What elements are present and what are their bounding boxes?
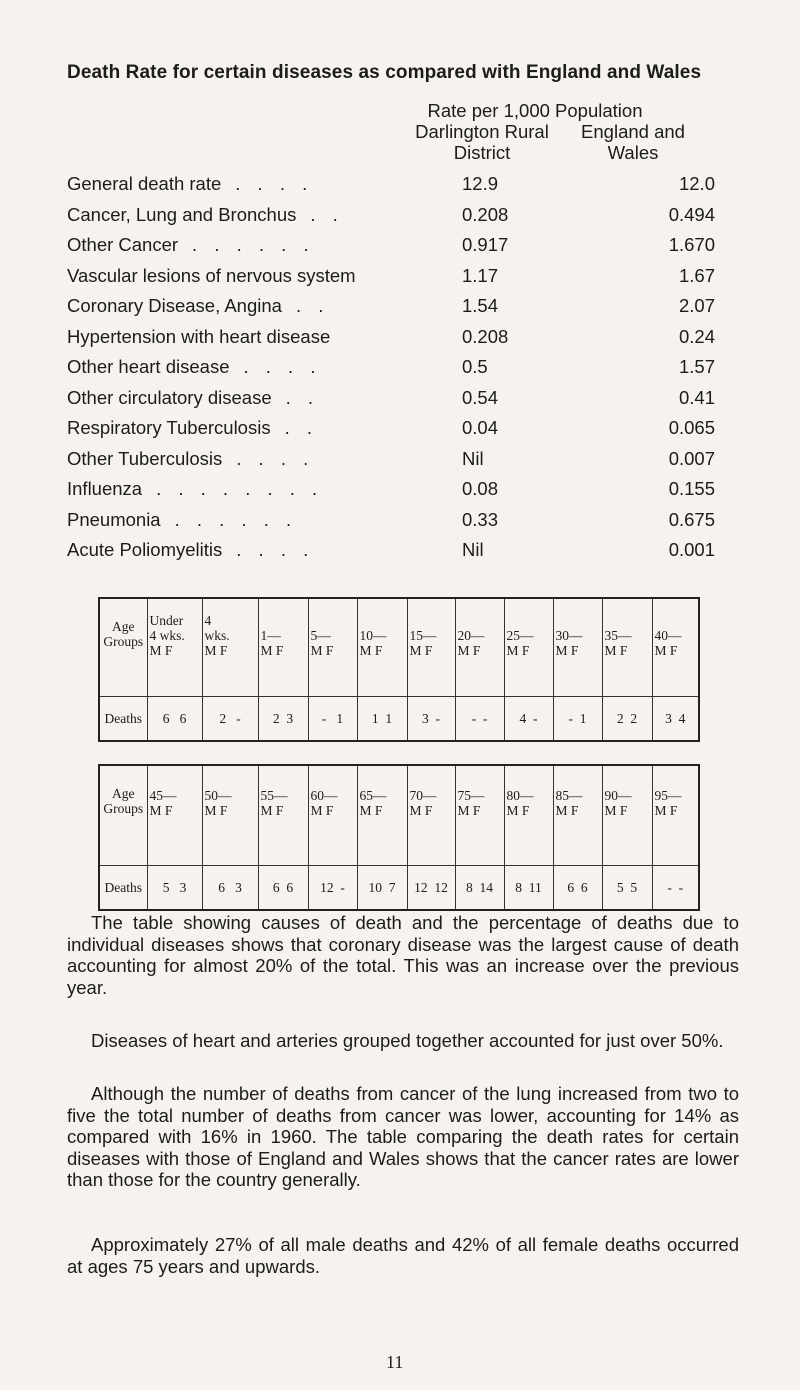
paragraph-2 [67, 1030, 739, 1052]
district-rate: 1.54 [462, 295, 499, 316]
rate-row [67, 539, 747, 570]
district-rate: Nil [462, 447, 484, 469]
age-deaths-table-1 [98, 597, 700, 742]
age-group-header [202, 598, 258, 697]
age-group-header [602, 598, 652, 697]
rate-row [67, 509, 747, 540]
disease-label [67, 539, 314, 561]
disease-label [67, 265, 370, 287]
age-group-header-line: 15— [409, 628, 437, 643]
deaths-cell: 5 3 [147, 866, 202, 911]
leader-dots: . . . . [243, 356, 322, 377]
age-label: Age [112, 619, 135, 634]
england-rate: 0.675 [668, 508, 715, 530]
age-group-header-line: M F [604, 643, 628, 658]
district-rate: 0.33 [462, 508, 499, 530]
age-group-header [258, 765, 308, 866]
age-group-header-line: M F [506, 803, 530, 818]
age-group-header-line: 1— [260, 628, 281, 643]
age-group-header [308, 765, 357, 866]
age-group-header-line: M F [555, 643, 579, 658]
rate-header: Rate per 1,000 Population [427, 100, 643, 121]
paragraph-1 [67, 912, 739, 998]
disease-label [67, 295, 329, 317]
rate-row [67, 326, 747, 357]
england-rate: 2.07 [678, 295, 715, 316]
age-groups-row [99, 598, 699, 697]
age-group-header-line: 65— [359, 788, 387, 803]
age-group-header [455, 765, 504, 866]
page-title: Death Rate for certain diseases as compared with England and Wales [67, 62, 702, 83]
district-rate: 0.917 [462, 234, 509, 255]
district-rate: 0.208 [462, 325, 509, 347]
deaths-cell: 12 12 [407, 866, 455, 911]
age-groups-label [99, 765, 147, 866]
col-district-header-1: Darlington Rural [415, 121, 549, 142]
disease-name: Other Cancer [67, 234, 179, 255]
age-group-header-line: 40— [654, 628, 682, 643]
district-rate: 0.208 [462, 203, 509, 225]
england-rate: 0.155 [668, 478, 715, 499]
age-group-header-line: 30— [555, 628, 583, 643]
district-rate: Nil [462, 539, 484, 560]
age-groups-row [99, 765, 699, 866]
age-group-header [202, 765, 258, 866]
age-group-header-line: M F [409, 643, 433, 658]
age-group-header-line: M F [310, 643, 334, 658]
age-group-header-line: M F [555, 803, 579, 818]
age-group-header-line: 75— [457, 788, 485, 803]
deaths-cell: - 1 [553, 697, 602, 742]
disease-label [67, 478, 323, 500]
age-group-header [504, 598, 553, 697]
age-group-header [652, 598, 699, 697]
paragraph-3-text: Although the number of deaths from cancer of the lung increased from two to five the total number of deaths from cancer was lower, accounting for 14% as compared with 16% in 1960. The table comparing the death rates for certain diseases with those of England and Wales shows that the cancer rates are lower than those for the country generally. [67, 1083, 739, 1190]
deaths-cell: - - [455, 697, 504, 742]
leader-dots: . . . . [235, 173, 314, 194]
disease-name: Influenza [67, 478, 143, 499]
leader-dots: . . . . [236, 447, 315, 469]
rate-row [67, 265, 747, 296]
age-group-header-line: M F [149, 643, 173, 658]
age-group-header-line: 95— [654, 788, 682, 803]
rate-row [67, 295, 747, 326]
page-number: 11 [386, 1352, 404, 1372]
age-group-header-line: 55— [260, 788, 288, 803]
age-group-header-line: M F [506, 643, 530, 658]
disease-label [67, 173, 313, 195]
age-group-header [308, 598, 357, 697]
leader-dots: . . [310, 203, 344, 225]
deaths-cell: 5 5 [602, 866, 652, 911]
age-group-header [357, 765, 407, 866]
col-england-header-1: England and [581, 121, 685, 142]
age-group-header-line: 35— [604, 628, 632, 643]
age-group-header-line: 70— [409, 788, 437, 803]
deaths-cell: 4 - [504, 697, 553, 742]
deaths-label: Deaths [99, 866, 147, 911]
age-group-header-line: 50— [204, 788, 232, 803]
age-group-header-line: M F [604, 803, 628, 818]
disease-name: Other Tuberculosis [67, 447, 223, 469]
disease-label [67, 387, 319, 409]
district-rate: 0.5 [462, 356, 488, 377]
paragraph-4 [67, 1234, 739, 1277]
age-group-header-line: 5— [310, 628, 331, 643]
leader-dots: . . . . . . [174, 508, 298, 530]
disease-name: Acute Poliomyelitis [67, 539, 223, 560]
deaths-cell: 12 - [308, 866, 357, 911]
deaths-cell: 6 6 [553, 866, 602, 911]
deaths-cell: 8 14 [455, 866, 504, 911]
rate-row [67, 478, 747, 509]
age-group-header-line: 4 wks. [149, 628, 185, 643]
disease-name: Pneumonia [67, 508, 161, 530]
rate-row [67, 417, 747, 448]
age-deaths-table-2 [98, 764, 700, 911]
age-group-header-line: M F [204, 803, 228, 818]
paragraph-2-text: Diseases of heart and arteries grouped together accounted for just over 50%. [91, 1030, 724, 1051]
leader-dots: . . [295, 295, 330, 316]
disease-name: Hypertension with heart disease [67, 325, 331, 347]
age-group-header-line: M F [204, 643, 228, 658]
deaths-cell: 2 - [202, 697, 258, 742]
age-group-header-line: M F [359, 803, 383, 818]
age-group-header-line: 45— [149, 788, 177, 803]
groups-label: Groups [103, 801, 144, 816]
age-group-header-line: M F [359, 643, 383, 658]
deaths-cell: 6 3 [202, 866, 258, 911]
deaths-cell: 3 - [407, 697, 455, 742]
deaths-row [99, 697, 699, 742]
age-group-header-line: M F [149, 803, 173, 818]
age-group-header-line: M F [457, 643, 481, 658]
leader-dots: . . . . [236, 539, 315, 560]
disease-name: Other circulatory disease [67, 386, 272, 408]
leader-dots: . . . . . . [192, 234, 315, 255]
england-rate: 0.41 [678, 386, 715, 408]
age-group-header-line: M F [260, 643, 284, 658]
age-group-header [652, 765, 699, 866]
disease-name: General death rate [67, 173, 222, 194]
age-group-header [553, 765, 602, 866]
age-group-header [147, 765, 202, 866]
age-group-header-line: 20— [457, 628, 485, 643]
age-group-header-line: 25— [506, 628, 534, 643]
england-rate: 0.494 [668, 203, 715, 225]
leader-dots: . . . . . . . . [156, 478, 324, 499]
deaths-cell: 6 6 [258, 866, 308, 911]
age-group-header-line: wks. [204, 628, 230, 643]
age-label: Age [112, 786, 135, 801]
district-rate: 1.17 [462, 264, 499, 286]
england-rate: 0.007 [668, 447, 715, 469]
age-group-header-line: M F [260, 803, 284, 818]
age-group-header-line: 80— [506, 788, 534, 803]
age-group-header [147, 598, 202, 697]
age-group-header [504, 765, 553, 866]
deaths-cell: 2 2 [602, 697, 652, 742]
age-group-header [407, 598, 455, 697]
disease-label [67, 448, 314, 470]
age-group-header [553, 598, 602, 697]
disease-name: Other heart disease [67, 356, 230, 377]
england-rate: 1.670 [668, 234, 715, 255]
age-group-header-line: Under [149, 613, 184, 628]
disease-label [67, 234, 315, 256]
england-rate: 0.001 [668, 539, 715, 560]
deaths-cell: 2 3 [258, 697, 308, 742]
district-rate: 0.54 [462, 386, 499, 408]
deaths-row [99, 866, 699, 911]
age-groups-label [99, 598, 147, 697]
england-rate: 12.0 [678, 173, 715, 194]
disease-label [67, 509, 297, 531]
age-group-header [258, 598, 308, 697]
disease-name: Vascular lesions of nervous system [67, 264, 356, 286]
col-england-header-2: Wales [607, 142, 659, 163]
leader-dots: . . [284, 417, 319, 438]
england-rate: 1.67 [678, 264, 715, 286]
district-rate: 0.04 [462, 417, 499, 438]
england-rate: 0.24 [678, 325, 715, 347]
disease-name: Cancer, Lung and Bronchus [67, 203, 297, 225]
paragraph-4-text: Approximately 27% of all male deaths and 42% of all female deaths occurred at ages 75 years and upwards. [67, 1234, 739, 1277]
age-group-header [357, 598, 407, 697]
age-group-header-line: M F [654, 803, 678, 818]
deaths-cell: 6 6 [147, 697, 202, 742]
age-group-header-line: 4 [204, 613, 212, 628]
deaths-cell: 1 1 [357, 697, 407, 742]
district-rate: 0.08 [462, 478, 499, 499]
col-district-header-2: District [453, 142, 511, 163]
paragraph-1-text: The table showing causes of death and the percentage of deaths due to individual diseases shows that coronary disease was the largest cause of death accounting for almost 20% of the total. This was an increase over the previous year. [67, 912, 739, 998]
age-group-header [602, 765, 652, 866]
rate-row [67, 448, 747, 479]
disease-label [67, 356, 321, 378]
age-group-header-line: M F [654, 643, 678, 658]
leader-dots: . . [285, 386, 320, 408]
age-group-header-line: M F [457, 803, 481, 818]
deaths-cell: 8 11 [504, 866, 553, 911]
disease-name: Coronary Disease, Angina [67, 295, 282, 316]
rate-row [67, 356, 747, 387]
groups-label: Groups [103, 634, 144, 649]
deaths-cell: 10 7 [357, 866, 407, 911]
disease-name: Respiratory Tuberculosis [67, 417, 271, 438]
disease-label [67, 204, 344, 226]
paragraph-3 [67, 1083, 739, 1191]
age-group-header-line: M F [310, 803, 334, 818]
england-rate: 0.065 [668, 417, 715, 438]
rate-row [67, 387, 747, 418]
age-group-header [455, 598, 504, 697]
age-group-header-line: 60— [310, 788, 338, 803]
deaths-cell: - 1 [308, 697, 357, 742]
age-group-header-line: 85— [555, 788, 583, 803]
deaths-label: Deaths [99, 697, 147, 742]
deaths-cell: - - [652, 866, 699, 911]
rate-row [67, 204, 747, 235]
deaths-cell: 3 4 [652, 697, 699, 742]
disease-label [67, 417, 318, 439]
age-group-header-line: 10— [359, 628, 387, 643]
age-group-header-line: 90— [604, 788, 632, 803]
rate-row [67, 173, 747, 204]
age-group-header-line: M F [409, 803, 433, 818]
age-group-header [407, 765, 455, 866]
death-rates-list [67, 173, 747, 570]
disease-label [67, 326, 344, 348]
district-rate: 12.9 [462, 173, 499, 194]
england-rate: 1.57 [678, 356, 715, 377]
rate-row [67, 234, 747, 265]
